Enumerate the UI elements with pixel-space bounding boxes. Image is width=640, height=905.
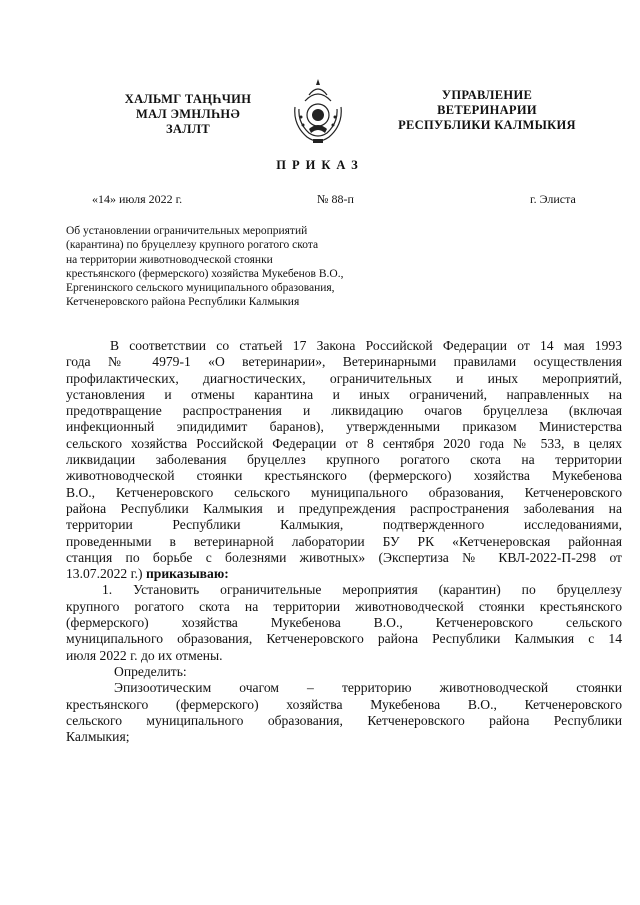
- subject-line: на территории животноводческой стоянки: [66, 253, 273, 266]
- order-decree-word: приказываю:: [145, 566, 229, 582]
- epizootic-line: Эпизоотическим очагом – территорию животноводческой стоянки: [114, 680, 622, 696]
- body-line: инфекционный эпидидимит баранов), утвержденными приказом Министерства: [66, 419, 622, 435]
- header-right-line: ВЕТЕРИНАРИИ: [437, 103, 537, 117]
- header-right-line: УПРАВЛЕНИЕ: [441, 88, 533, 102]
- order-subject: [66, 224, 396, 310]
- body-line-last: [66, 566, 622, 582]
- item1-line: крупного рогатого скота на территории животноводческой стоянки крестьянского: [66, 598, 622, 614]
- body-line: территории Республики Калмыкия, подтвержденного исследованиями,: [66, 517, 622, 533]
- define-label: Определить:: [114, 663, 187, 679]
- order-number: № 88-п: [317, 192, 354, 206]
- item1-line: июля 2022 г. до их отмены.: [66, 647, 223, 663]
- epizootic-line: сельского муниципального образования, Кетченеровского района Республики: [66, 712, 622, 728]
- subject-line: Об установлении ограничительных мероприятий: [66, 225, 308, 237]
- body-line: установления и отмены карантина и иных ограничений, направленных на: [66, 386, 622, 402]
- body-line: животноводческой стоянки крестьянского (фермерского) хозяйства Мукебенова: [66, 468, 622, 484]
- epizootic-line: Калмыкия;: [66, 729, 130, 745]
- subject-line: крестьянского (фермерского) хозяйства Мукебенов В.О.,: [66, 267, 344, 280]
- subject-line: Кетченеровского района Республики Калмыкия: [66, 296, 300, 309]
- body-line: В.О., Кетченеровского сельского муниципального образования, Кетченеровского: [66, 484, 622, 500]
- header-right-org: [392, 88, 582, 133]
- order-city: г. Элиста: [530, 192, 576, 206]
- body-line: года № 4979-1 «О ветеринарии», Ветеринарными правилами осуществления: [66, 354, 622, 370]
- item1-line: 1. Установить ограничительные мероприятия (карантин) по бруцеллезу: [102, 582, 622, 598]
- body-line: сельского хозяйства Российской Федерации от 8 сентября 2020 года № 533, в целях: [66, 435, 622, 451]
- document-title: ПРИКАЗ: [276, 158, 364, 172]
- header-right-line: РЕСПУБЛИКИ КАЛМЫКИЯ: [398, 118, 576, 132]
- epizootic-line: крестьянского (фермерского) хозяйства Мукебенова В.О., Кетченеровского: [66, 696, 622, 712]
- header-left-line: МАЛ ЭМНЛҺНӘ: [135, 107, 240, 121]
- body-line: В соответствии со статьей 17 Закона Российской Федерации от 14 мая 1993: [110, 338, 622, 353]
- body-line: станция по борьбе с болезнями животных» (Экспертиза № КВЛ-2022-П-298 от: [66, 549, 622, 565]
- header-left-org: [108, 92, 268, 137]
- body-last-text: 13.07.2022 г.): [66, 566, 143, 582]
- header-left-line: ЗАЛЛТ: [165, 122, 211, 136]
- body-line: ликвидации заболевания бруцеллез крупного рогатого скота на территории: [66, 452, 622, 468]
- body-line: профилактических, диагностических, ограничительных и иных мероприятий,: [66, 370, 622, 386]
- order-body: [66, 338, 622, 745]
- item1-line: муниципального образования, Кетченеровского района Республики Калмыкия с 14: [66, 631, 622, 647]
- order-date: «14» июля 2022 г.: [92, 192, 183, 206]
- body-line: района Республики Калмыкия и предупреждения распространения заболевания на: [66, 500, 622, 516]
- subject-line: Ергенинского сельского муниципального образования,: [66, 282, 335, 295]
- subject-line: (карантина) по бруцеллезу крупного рогатого скота: [66, 239, 319, 252]
- header-left-line: ХАЛЬМГ ТАҢҺЧИН: [124, 92, 252, 106]
- item1-line: (фермерского) хозяйства Мукебенова В.О., Кетченеровского сельского: [66, 615, 622, 631]
- kalmykia-emblem-icon: [289, 77, 347, 147]
- body-line: предотвращение распространения и ликвидацию очагов бруцеллеза (включая: [66, 403, 622, 419]
- body-line: проведенными в ветеринарной лаборатории БУ РК «Кетченеровская районная: [66, 533, 622, 549]
